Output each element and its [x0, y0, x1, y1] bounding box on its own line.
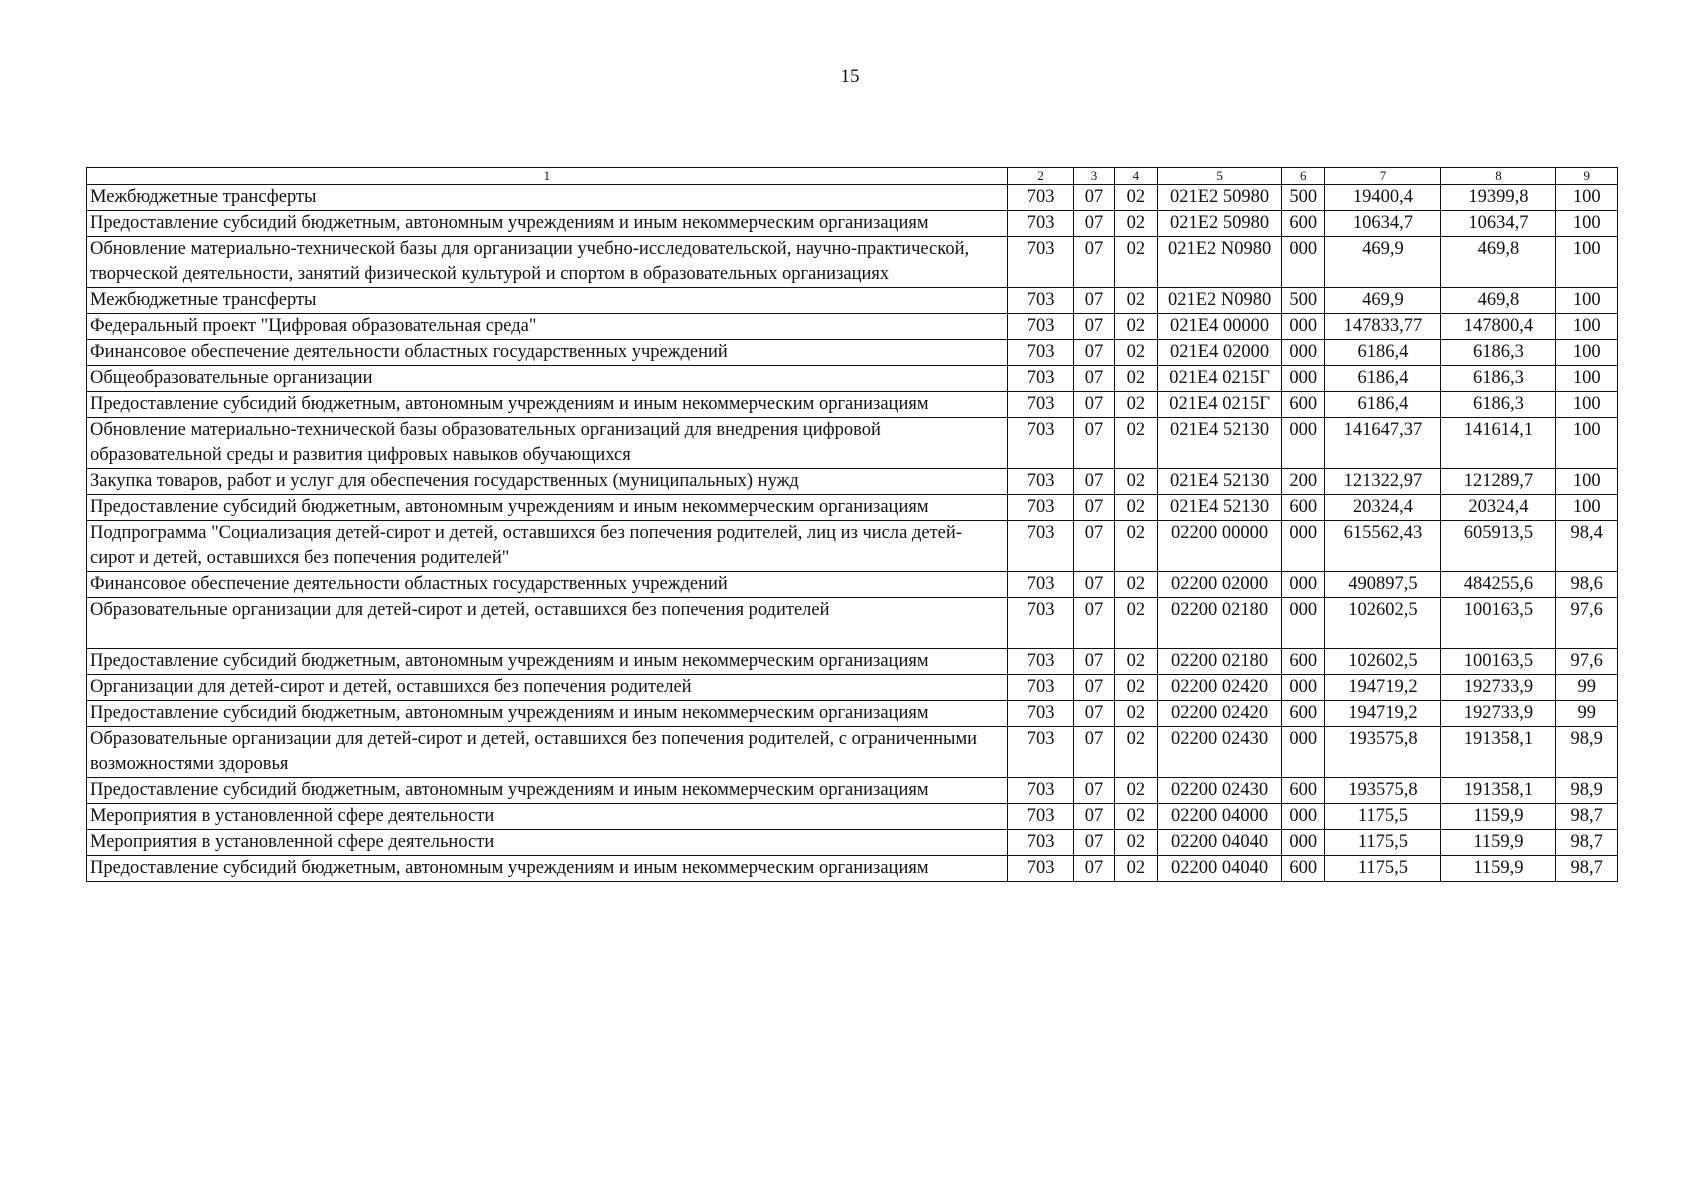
cell-col4: 02 [1114, 469, 1157, 495]
cell-col9: 97,6 [1556, 649, 1618, 675]
cell-col5: 021E2 50980 [1158, 211, 1282, 237]
cell-col8: 191358,1 [1441, 727, 1556, 778]
cell-name: Предоставление субсидий бюджетным, автономным учреждениям и иным некоммерческим организациям [87, 392, 1008, 418]
cell-col5: 021E4 52130 [1158, 418, 1282, 469]
budget-table [86, 167, 1618, 882]
cell-col3: 07 [1074, 366, 1114, 392]
page-number: 15 [840, 66, 860, 87]
cell-col9: 98,7 [1556, 856, 1618, 882]
cell-col2: 703 [1007, 418, 1074, 469]
cell-col4: 02 [1114, 804, 1157, 830]
cell-col8: 10634,7 [1441, 211, 1556, 237]
cell-col4: 02 [1114, 572, 1157, 598]
cell-col6: 000 [1282, 804, 1325, 830]
cell-col5: 02200 02420 [1158, 675, 1282, 701]
cell-col5: 021E2 N0980 [1158, 288, 1282, 314]
cell-col9: 99 [1556, 701, 1618, 727]
cell-name: Предоставление субсидий бюджетным, автономным учреждениям и иным некоммерческим организациям [87, 649, 1008, 675]
cell-col9: 98,9 [1556, 778, 1618, 804]
cell-col3: 07 [1074, 418, 1114, 469]
cell-col3: 07 [1074, 211, 1114, 237]
cell-col3: 07 [1074, 469, 1114, 495]
cell-col7: 1175,5 [1325, 856, 1441, 882]
cell-col5: 02200 02180 [1158, 598, 1282, 649]
cell-col6: 000 [1282, 418, 1325, 469]
table-row [87, 237, 1618, 288]
cell-name: Финансовое обеспечение деятельности областных государственных учреждений [87, 340, 1008, 366]
cell-name: Предоставление субсидий бюджетным, автономным учреждениям и иным некоммерческим организациям [87, 211, 1008, 237]
cell-col7: 19400,4 [1325, 185, 1441, 211]
cell-col5: 02200 02430 [1158, 778, 1282, 804]
cell-col8: 484255,6 [1441, 572, 1556, 598]
cell-col7: 1175,5 [1325, 804, 1441, 830]
cell-col8: 469,8 [1441, 288, 1556, 314]
cell-col5: 02200 02420 [1158, 701, 1282, 727]
cell-col4: 02 [1114, 418, 1157, 469]
cell-col4: 02 [1114, 288, 1157, 314]
header-cell: 1 [87, 168, 1008, 185]
cell-col8: 192733,9 [1441, 701, 1556, 727]
cell-col9: 100 [1556, 366, 1618, 392]
cell-col6: 000 [1282, 830, 1325, 856]
cell-col3: 07 [1074, 572, 1114, 598]
cell-col6: 000 [1282, 598, 1325, 649]
cell-col5: 021E4 52130 [1158, 495, 1282, 521]
header-cell: 6 [1282, 168, 1325, 185]
cell-col3: 07 [1074, 288, 1114, 314]
cell-col2: 703 [1007, 237, 1074, 288]
cell-col2: 703 [1007, 804, 1074, 830]
cell-col5: 021E4 52130 [1158, 469, 1282, 495]
cell-col7: 1175,5 [1325, 830, 1441, 856]
cell-col2: 703 [1007, 211, 1074, 237]
cell-col7: 102602,5 [1325, 598, 1441, 649]
cell-col8: 100163,5 [1441, 649, 1556, 675]
table-row [87, 572, 1618, 598]
cell-col9: 97,6 [1556, 598, 1618, 649]
cell-col9: 100 [1556, 340, 1618, 366]
cell-col2: 703 [1007, 830, 1074, 856]
table-row [87, 288, 1618, 314]
cell-col7: 615562,43 [1325, 521, 1441, 572]
cell-col6: 000 [1282, 366, 1325, 392]
cell-col2: 703 [1007, 314, 1074, 340]
cell-col9: 100 [1556, 392, 1618, 418]
cell-col6: 600 [1282, 211, 1325, 237]
cell-col9: 100 [1556, 469, 1618, 495]
cell-col6: 000 [1282, 340, 1325, 366]
cell-col7: 6186,4 [1325, 392, 1441, 418]
cell-col4: 02 [1114, 856, 1157, 882]
cell-col8: 100163,5 [1441, 598, 1556, 649]
cell-col9: 100 [1556, 211, 1618, 237]
cell-col7: 469,9 [1325, 237, 1441, 288]
cell-col7: 6186,4 [1325, 366, 1441, 392]
table-row [87, 675, 1618, 701]
table-row [87, 521, 1618, 572]
cell-col8: 191358,1 [1441, 778, 1556, 804]
cell-col6: 500 [1282, 288, 1325, 314]
cell-col5: 021E2 N0980 [1158, 237, 1282, 288]
cell-col9: 98,7 [1556, 830, 1618, 856]
cell-col9: 98,6 [1556, 572, 1618, 598]
cell-col6: 000 [1282, 572, 1325, 598]
cell-col8: 192733,9 [1441, 675, 1556, 701]
cell-col6: 000 [1282, 727, 1325, 778]
cell-col8: 6186,3 [1441, 392, 1556, 418]
cell-col5: 02200 04000 [1158, 804, 1282, 830]
cell-col4: 02 [1114, 598, 1157, 649]
cell-name: Подпрограмма "Социализация детей-сирот и детей, оставшихся без попечения родителей, лиц из числа детей-сирот и детей, оставшихся без попечения родителей" [87, 521, 1008, 572]
cell-col4: 02 [1114, 727, 1157, 778]
cell-col9: 100 [1556, 314, 1618, 340]
cell-col8: 121289,7 [1441, 469, 1556, 495]
cell-col3: 07 [1074, 237, 1114, 288]
cell-col9: 98,7 [1556, 804, 1618, 830]
cell-col8: 19399,8 [1441, 185, 1556, 211]
cell-col3: 07 [1074, 701, 1114, 727]
cell-name: Обновление материально-технической базы для организации учебно-исследовательской, научно-практической, творческой деятельности, занятий физической культурой и спортом в образовательных организациях [87, 237, 1008, 288]
cell-col9: 100 [1556, 495, 1618, 521]
cell-name: Образовательные организации для детей-сирот и детей, оставшихся без попечения родителей, с ограниченными возможностями здоровья [87, 727, 1008, 778]
cell-name: Финансовое обеспечение деятельности областных государственных учреждений [87, 572, 1008, 598]
cell-col2: 703 [1007, 649, 1074, 675]
cell-col2: 703 [1007, 340, 1074, 366]
cell-col8: 605913,5 [1441, 521, 1556, 572]
table-row [87, 314, 1618, 340]
cell-col7: 194719,2 [1325, 675, 1441, 701]
cell-col4: 02 [1114, 340, 1157, 366]
table-row [87, 778, 1618, 804]
cell-col8: 147800,4 [1441, 314, 1556, 340]
cell-col7: 6186,4 [1325, 340, 1441, 366]
cell-col5: 021E4 0215Г [1158, 366, 1282, 392]
cell-col7: 193575,8 [1325, 778, 1441, 804]
cell-col3: 07 [1074, 521, 1114, 572]
header-cell: 8 [1441, 168, 1556, 185]
cell-col3: 07 [1074, 495, 1114, 521]
cell-col4: 02 [1114, 778, 1157, 804]
cell-name: Предоставление субсидий бюджетным, автономным учреждениям и иным некоммерческим организациям [87, 495, 1008, 521]
header-cell: 9 [1556, 168, 1618, 185]
header-cell: 7 [1325, 168, 1441, 185]
cell-col7: 121322,97 [1325, 469, 1441, 495]
cell-name: Федеральный проект "Цифровая образовательная среда" [87, 314, 1008, 340]
cell-col8: 141614,1 [1441, 418, 1556, 469]
cell-col2: 703 [1007, 572, 1074, 598]
cell-col7: 490897,5 [1325, 572, 1441, 598]
cell-col8: 1159,9 [1441, 804, 1556, 830]
cell-col3: 07 [1074, 778, 1114, 804]
table-row [87, 598, 1618, 649]
cell-name: Предоставление субсидий бюджетным, автономным учреждениям и иным некоммерческим организациям [87, 701, 1008, 727]
cell-col8: 469,8 [1441, 237, 1556, 288]
cell-col3: 07 [1074, 598, 1114, 649]
cell-col9: 98,9 [1556, 727, 1618, 778]
header-cell: 3 [1074, 168, 1114, 185]
table-row [87, 495, 1618, 521]
table-row [87, 469, 1618, 495]
cell-name: Общеобразовательные организации [87, 366, 1008, 392]
cell-col2: 703 [1007, 185, 1074, 211]
header-cell: 5 [1158, 168, 1282, 185]
cell-col9: 99 [1556, 675, 1618, 701]
cell-col5: 02200 04040 [1158, 830, 1282, 856]
cell-col8: 1159,9 [1441, 856, 1556, 882]
cell-col2: 703 [1007, 366, 1074, 392]
table-row [87, 211, 1618, 237]
header-cell: 2 [1007, 168, 1074, 185]
cell-col4: 02 [1114, 392, 1157, 418]
cell-col4: 02 [1114, 675, 1157, 701]
table-row [87, 701, 1618, 727]
cell-col2: 703 [1007, 392, 1074, 418]
cell-col6: 000 [1282, 237, 1325, 288]
cell-col8: 1159,9 [1441, 830, 1556, 856]
cell-col4: 02 [1114, 237, 1157, 288]
cell-name: Мероприятия в установленной сфере деятельности [87, 830, 1008, 856]
cell-col3: 07 [1074, 392, 1114, 418]
cell-col2: 703 [1007, 778, 1074, 804]
cell-col9: 100 [1556, 185, 1618, 211]
cell-col2: 703 [1007, 598, 1074, 649]
cell-name: Межбюджетные трансферты [87, 288, 1008, 314]
cell-name: Мероприятия в установленной сфере деятельности [87, 804, 1008, 830]
cell-col5: 021E4 00000 [1158, 314, 1282, 340]
cell-col3: 07 [1074, 856, 1114, 882]
cell-col7: 102602,5 [1325, 649, 1441, 675]
cell-col7: 141647,37 [1325, 418, 1441, 469]
cell-name: Предоставление субсидий бюджетным, автономным учреждениям и иным некоммерческим организациям [87, 856, 1008, 882]
cell-col4: 02 [1114, 185, 1157, 211]
header-cell: 4 [1114, 168, 1157, 185]
cell-name: Обновление материально-технической базы образовательных организаций для внедрения цифровой образовательной среды и развития цифровых навыков обучающихся [87, 418, 1008, 469]
cell-col3: 07 [1074, 340, 1114, 366]
cell-col2: 703 [1007, 701, 1074, 727]
table-row [87, 856, 1618, 882]
cell-col8: 20324,4 [1441, 495, 1556, 521]
cell-col9: 98,4 [1556, 521, 1618, 572]
table-row [87, 392, 1618, 418]
cell-col8: 6186,3 [1441, 366, 1556, 392]
cell-col9: 100 [1556, 418, 1618, 469]
cell-col9: 100 [1556, 237, 1618, 288]
cell-name: Организации для детей-сирот и детей, оставшихся без попечения родителей [87, 675, 1008, 701]
cell-col6: 600 [1282, 701, 1325, 727]
cell-col5: 021E4 0215Г [1158, 392, 1282, 418]
cell-name: Образовательные организации для детей-сирот и детей, оставшихся без попечения родителей [87, 598, 1008, 649]
cell-col3: 07 [1074, 185, 1114, 211]
table-row [87, 804, 1618, 830]
cell-col7: 147833,77 [1325, 314, 1441, 340]
cell-col7: 194719,2 [1325, 701, 1441, 727]
cell-col2: 703 [1007, 521, 1074, 572]
cell-col3: 07 [1074, 727, 1114, 778]
cell-col6: 000 [1282, 521, 1325, 572]
table-row [87, 830, 1618, 856]
cell-col3: 07 [1074, 649, 1114, 675]
cell-col3: 07 [1074, 314, 1114, 340]
cell-col6: 600 [1282, 856, 1325, 882]
cell-col4: 02 [1114, 521, 1157, 572]
cell-col5: 021E4 02000 [1158, 340, 1282, 366]
table-row [87, 727, 1618, 778]
cell-col9: 100 [1556, 288, 1618, 314]
cell-col2: 703 [1007, 288, 1074, 314]
cell-col5: 02200 04040 [1158, 856, 1282, 882]
cell-col4: 02 [1114, 495, 1157, 521]
cell-col5: 021E2 50980 [1158, 185, 1282, 211]
cell-col4: 02 [1114, 366, 1157, 392]
table-row [87, 649, 1618, 675]
cell-col4: 02 [1114, 830, 1157, 856]
cell-col3: 07 [1074, 804, 1114, 830]
cell-col2: 703 [1007, 727, 1074, 778]
cell-col2: 703 [1007, 675, 1074, 701]
cell-col4: 02 [1114, 701, 1157, 727]
cell-col5: 02200 02000 [1158, 572, 1282, 598]
table-row [87, 366, 1618, 392]
header-row [87, 168, 1618, 185]
cell-col5: 02200 00000 [1158, 521, 1282, 572]
cell-col6: 500 [1282, 185, 1325, 211]
cell-col7: 193575,8 [1325, 727, 1441, 778]
cell-col7: 469,9 [1325, 288, 1441, 314]
cell-name: Предоставление субсидий бюджетным, автономным учреждениям и иным некоммерческим организациям [87, 778, 1008, 804]
cell-col6: 200 [1282, 469, 1325, 495]
cell-col7: 20324,4 [1325, 495, 1441, 521]
table-row [87, 340, 1618, 366]
cell-name: Закупка товаров, работ и услуг для обеспечения государственных (муниципальных) нужд [87, 469, 1008, 495]
cell-col5: 02200 02430 [1158, 727, 1282, 778]
table-row [87, 418, 1618, 469]
cell-col4: 02 [1114, 649, 1157, 675]
cell-col8: 6186,3 [1441, 340, 1556, 366]
cell-col3: 07 [1074, 830, 1114, 856]
cell-col2: 703 [1007, 856, 1074, 882]
cell-col6: 600 [1282, 778, 1325, 804]
cell-col2: 703 [1007, 495, 1074, 521]
cell-col6: 600 [1282, 392, 1325, 418]
cell-col2: 703 [1007, 469, 1074, 495]
cell-col6: 000 [1282, 314, 1325, 340]
cell-col6: 000 [1282, 675, 1325, 701]
cell-col4: 02 [1114, 314, 1157, 340]
cell-col7: 10634,7 [1325, 211, 1441, 237]
cell-col5: 02200 02180 [1158, 649, 1282, 675]
cell-col6: 600 [1282, 649, 1325, 675]
cell-col3: 07 [1074, 675, 1114, 701]
cell-name: Межбюджетные трансферты [87, 185, 1008, 211]
cell-col6: 600 [1282, 495, 1325, 521]
table-row [87, 185, 1618, 211]
cell-col4: 02 [1114, 211, 1157, 237]
